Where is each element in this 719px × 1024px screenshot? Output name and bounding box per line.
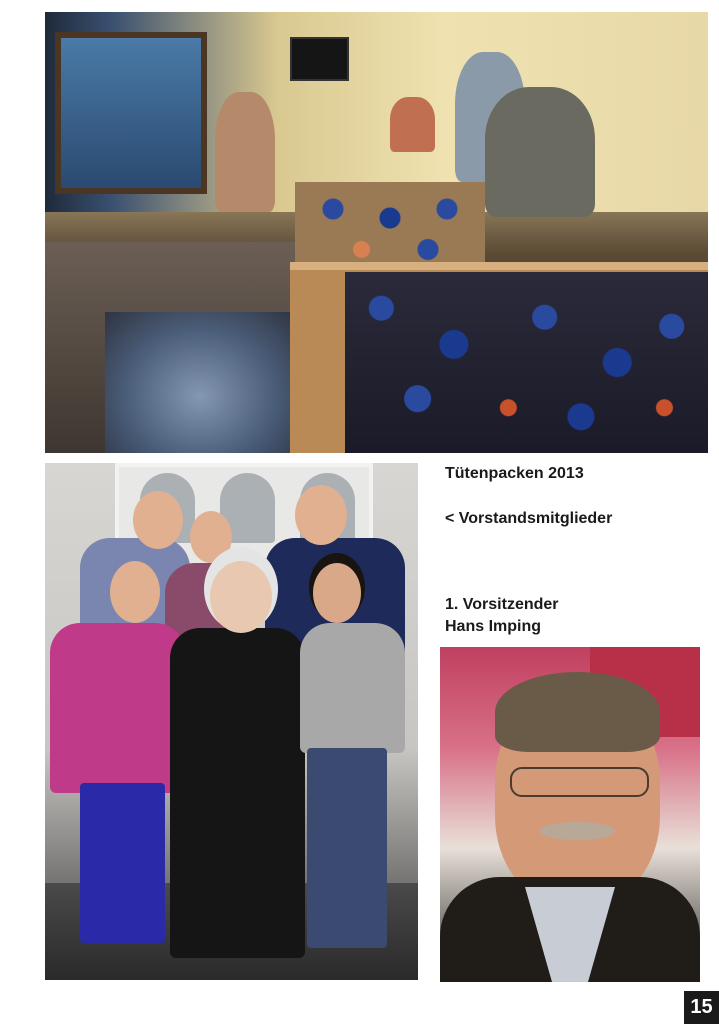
photo-person	[485, 87, 595, 217]
caption-chairman	[445, 594, 559, 638]
photo-mustache	[540, 822, 615, 840]
photo-glasses	[510, 767, 649, 797]
photo-packed-bags	[105, 312, 295, 453]
photo-chairman-portrait	[440, 647, 700, 982]
caption-title: Tütenpacken 2013	[445, 465, 584, 482]
caption-board-members: < Vorstandsmitglieder	[445, 510, 613, 527]
photo-person	[390, 97, 435, 152]
photo-blue-bags	[345, 272, 708, 453]
photo-hair	[495, 672, 660, 752]
page-number: 15	[684, 991, 719, 1024]
photo-television	[290, 37, 349, 81]
caption-chairman-name: Hans Imping	[445, 618, 542, 635]
caption-chairman-role: 1. Vorsitzender	[445, 596, 559, 613]
photo-window	[55, 32, 207, 194]
photo-person	[215, 92, 275, 212]
photo-table-with-bags	[295, 182, 485, 272]
photo-board-members	[45, 463, 418, 980]
photo-bag-packing	[45, 12, 708, 453]
